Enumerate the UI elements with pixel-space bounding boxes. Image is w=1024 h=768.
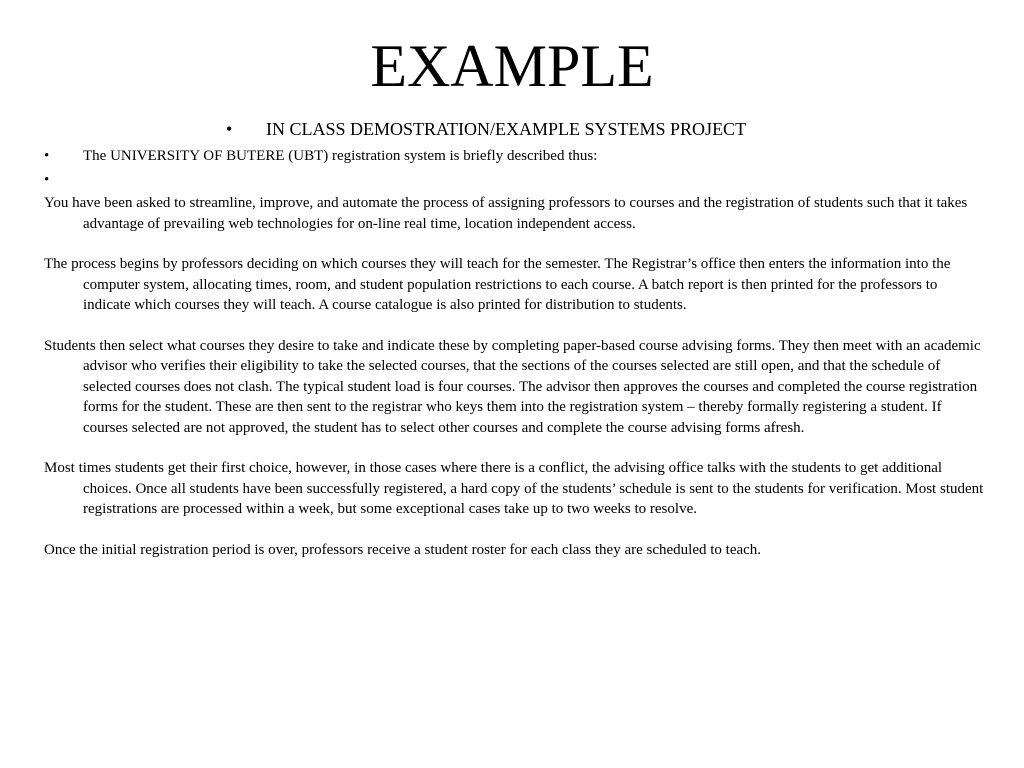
bullet-text: The UNIVERSITY OF BUTERE (UBT) registration system is briefly described thus: [83, 148, 598, 164]
paragraph: Once the initial registration period is over, professors receive a student roster for each class they are scheduled to teach. [44, 541, 762, 558]
body-text [44, 193, 984, 580]
slide-title: EXAMPLE [370, 33, 654, 99]
paragraph: You have been asked to streamline, improve, and automate the process of assigning professors to courses and the registration of students such that it takes advantage of prevailing web technologies for on-line real time, location independent access. [44, 195, 968, 232]
subtitle-text: IN CLASS DEMOSTRATION/EXAMPLE SYSTEMS PROJECT [266, 119, 747, 139]
paragraph: Most times students get their first choice, however, in those cases where there is a conflict, the advising office talks with the students to get additional choices. Once all students have been successfully registered, a hard copy of the students’ schedule is sent to the students for verification. Most student registrations are processed within a week, but some exceptional cases take up to two weeks to resolve. [44, 460, 984, 517]
paragraph: The process begins by professors deciding on which courses they will teach for the semester. The Registrar’s office then enters the information into the computer system, allocating times, room, and student population restrictions to each course. A batch report is then printed for the professors to indicate which courses they will teach. A course catalogue is also printed for distribution to students. [44, 256, 951, 313]
bullet-marker: • [226, 119, 233, 139]
bullet-marker: • [44, 148, 50, 164]
paragraph: Students then select what courses they desire to take and indicate these by completing paper-based course advising forms. They then meet with an academic advisor who verifies their eligibility to take the selected courses, that the sections of the courses selected are still open, and that the schedule of selected courses does not clash. The typical student load is four courses. The advisor then approves the courses and completed the course registration forms for the student. These are then sent to the registrar who keys them into the registration system – thereby formally registering a student. If courses selected are not approved, the student has to select other courses and complete the course advising forms afresh. [44, 337, 981, 436]
bullet-marker: • [44, 172, 50, 188]
